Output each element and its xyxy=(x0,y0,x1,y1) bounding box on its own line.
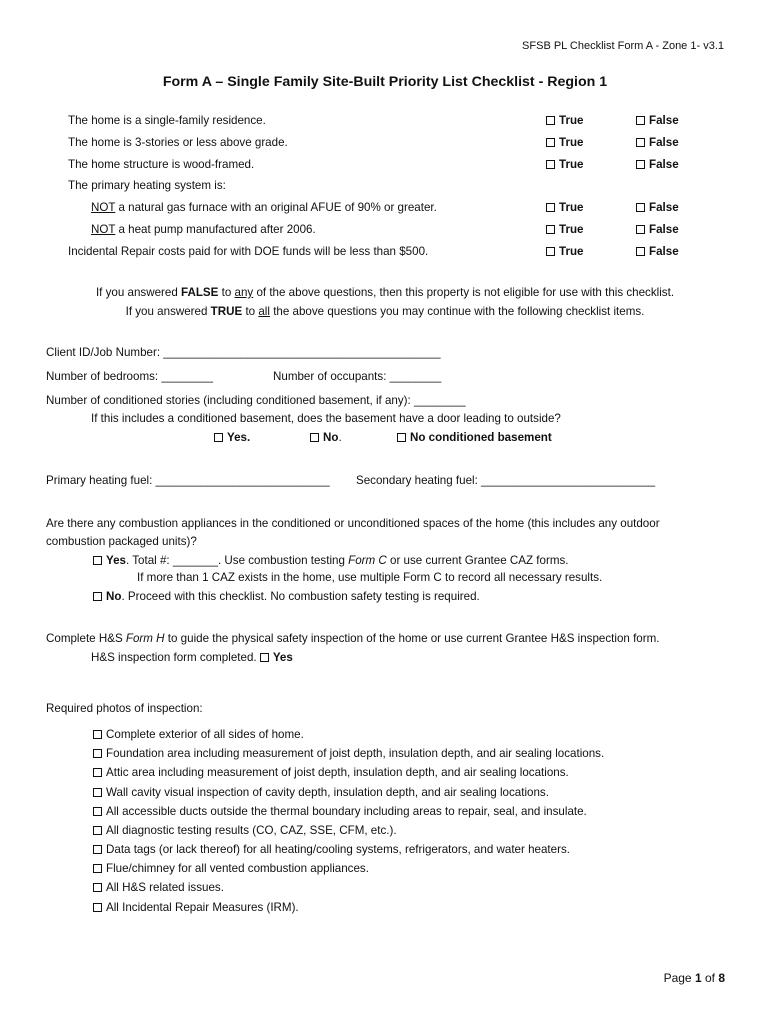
false-label: False xyxy=(649,223,679,236)
photo-item-label: All H&S related issues. xyxy=(106,881,224,894)
notice-text: If you answered xyxy=(95,286,182,299)
true-checkbox-4[interactable] xyxy=(546,201,583,214)
photo-checklist-item[interactable] xyxy=(93,862,369,875)
true-label: True xyxy=(559,201,584,214)
photo-item-label: All accessible ducts outside the thermal boundary including areas to repair, seal, and insulate. xyxy=(106,805,587,818)
checkbox-icon xyxy=(310,433,319,442)
client-job-number-field[interactable]: Client ID/Job Number: ___________________________________________ xyxy=(46,346,441,359)
page-title: Form A – Single Family Site-Built Priority List Checklist - Region 1 xyxy=(162,74,608,90)
false-checkbox-4[interactable] xyxy=(636,201,679,214)
true-label: True xyxy=(559,114,584,127)
form-id: SFSB PL Checklist Form A - Zone 1- v3.1 xyxy=(522,40,724,52)
photo-item-label: Wall cavity visual inspection of cavity depth, insulation depth, and air sealing locations. xyxy=(106,786,549,799)
combustion-no-label: No xyxy=(106,590,122,603)
primary-heating-fuel-field[interactable]: Primary heating fuel: ___________________________ xyxy=(46,474,330,487)
photo-item-label: Flue/chimney for all vented combustion appliances. xyxy=(106,862,369,875)
eligibility-item-heat-pump xyxy=(91,223,316,236)
notice-all-word: all xyxy=(258,305,270,318)
combustion-question-line2: combustion packaged units)? xyxy=(46,535,197,548)
checkbox-icon xyxy=(636,116,645,125)
bedrooms-field[interactable]: Number of bedrooms: ________ xyxy=(46,370,213,383)
basement-yes-label: Yes. xyxy=(227,431,251,444)
basement-yes-checkbox[interactable] xyxy=(214,431,250,444)
checkbox-icon xyxy=(546,160,555,169)
true-label: True xyxy=(559,136,584,149)
hs-completed-label: H&S inspection form completed. xyxy=(91,651,257,664)
checkbox-icon xyxy=(214,433,223,442)
eligibility-item-text: a natural gas furnace with an original AFUE of 90% or greater. xyxy=(115,201,437,214)
basement-no-dot: . xyxy=(338,431,342,444)
checkbox-icon xyxy=(636,225,645,234)
not-emphasis: NOT xyxy=(91,223,116,236)
hs-yes-checkbox[interactable] xyxy=(260,651,293,664)
hs-text: Complete H&S xyxy=(46,632,126,645)
eligibility-item-single-family: The home is a single-family residence. xyxy=(68,114,266,127)
checkbox-icon xyxy=(93,845,102,854)
notice-any-word: any xyxy=(234,286,254,299)
photo-checklist-item[interactable] xyxy=(93,805,587,818)
combustion-no-option[interactable] xyxy=(93,590,480,603)
notice-text: to xyxy=(218,286,235,299)
false-label: False xyxy=(649,136,679,149)
checkbox-icon xyxy=(93,788,102,797)
checkbox-icon xyxy=(546,203,555,212)
notice-true-word: TRUE xyxy=(210,305,243,318)
notice-false-word: FALSE xyxy=(181,286,219,299)
form-h-reference: Form H xyxy=(125,632,165,645)
combustion-no-text: . Proceed with this checklist. No combustion safety testing is required. xyxy=(121,590,480,603)
checkbox-icon xyxy=(93,592,102,601)
basement-question: If this includes a conditioned basement, does the basement have a door leading to outside? xyxy=(91,412,561,425)
photo-checklist-item[interactable] xyxy=(93,786,549,799)
photo-item-label: All Incidental Repair Measures (IRM). xyxy=(106,901,299,914)
basement-no-label: No xyxy=(323,431,339,444)
of-word: of xyxy=(701,971,719,985)
checkbox-icon xyxy=(636,160,645,169)
hs-text: to guide the physical safety inspection of the home or use current Grantee H&S inspection form. xyxy=(164,632,660,645)
occupants-field[interactable]: Number of occupants: ________ xyxy=(273,370,442,383)
no-basement-label: No conditioned basement xyxy=(410,431,552,444)
checkbox-icon xyxy=(93,864,102,873)
false-label: False xyxy=(649,201,679,214)
combustion-yes-text: . Total #: _______. Use combustion testing xyxy=(126,554,349,567)
photo-item-label: All diagnostic testing results (CO, CAZ, SSE, CFM, etc.). xyxy=(106,824,397,837)
basement-no-checkbox[interactable] xyxy=(310,431,342,444)
photo-checklist-item[interactable] xyxy=(93,766,569,779)
true-checkbox-3[interactable] xyxy=(546,158,583,171)
photo-item-label: Complete exterior of all sides of home. xyxy=(106,728,304,741)
notice-text: to xyxy=(242,305,259,318)
checkbox-icon xyxy=(260,653,269,662)
true-checkbox-2[interactable] xyxy=(546,136,583,149)
page-current: 1 xyxy=(694,971,702,985)
false-label: False xyxy=(649,114,679,127)
checkbox-icon xyxy=(93,749,102,758)
checkbox-icon xyxy=(93,768,102,777)
true-checkbox-6[interactable] xyxy=(546,245,583,258)
eligibility-notice-true xyxy=(0,305,770,318)
eligibility-item-wood-framed: The home structure is wood-framed. xyxy=(68,158,255,171)
photo-item-label: Attic area including measurement of joist depth, insulation depth, and air sealing locations. xyxy=(106,766,569,779)
notice-text: If you answered xyxy=(125,305,211,318)
photos-heading: Required photos of inspection: xyxy=(46,702,203,715)
secondary-heating-fuel-field[interactable]: Secondary heating fuel: ___________________________ xyxy=(356,474,656,487)
hs-completed-row xyxy=(91,651,293,664)
no-conditioned-basement-checkbox[interactable] xyxy=(397,431,552,444)
photo-checklist-item[interactable] xyxy=(93,901,299,914)
not-emphasis: NOT xyxy=(91,201,116,214)
checkbox-icon xyxy=(546,138,555,147)
photo-checklist-item[interactable] xyxy=(93,747,604,760)
photo-item-label: Foundation area including measurement of joist depth, insulation depth, and air sealing locations. xyxy=(106,747,605,760)
photo-item-label: Data tags (or lack thereof) for all heating/cooling systems, refrigerators, and water heaters. xyxy=(106,843,570,856)
checkbox-icon xyxy=(93,730,102,739)
combustion-yes-label: Yes xyxy=(106,554,126,567)
conditioned-stories-field[interactable]: Number of conditioned stories (including conditioned basement, if any): ________ xyxy=(46,394,466,407)
page-number xyxy=(664,971,725,985)
false-checkbox-5[interactable] xyxy=(636,223,679,236)
checkbox-icon xyxy=(636,138,645,147)
eligibility-item-heating-system: The primary heating system is: xyxy=(68,179,226,192)
notice-text: the above questions you may continue with the following checklist items. xyxy=(269,305,645,318)
combustion-yes-text: or use current Grantee CAZ forms. xyxy=(386,554,569,567)
eligibility-item-stories: The home is 3-stories or less above grade. xyxy=(68,136,288,149)
checkbox-icon xyxy=(546,116,555,125)
true-checkbox-1[interactable] xyxy=(546,114,583,127)
false-checkbox-1[interactable] xyxy=(636,114,679,127)
eligibility-item-gas-furnace xyxy=(91,201,437,214)
photo-checklist-item[interactable] xyxy=(93,881,224,894)
false-label: False xyxy=(649,245,679,258)
notice-text: of the above questions, then this property is not eligible for use with this checklist. xyxy=(253,286,675,299)
checkbox-icon xyxy=(546,247,555,256)
true-checkbox-5[interactable] xyxy=(546,223,583,236)
checkbox-icon xyxy=(636,203,645,212)
checkbox-icon xyxy=(93,883,102,892)
hs-yes-label: Yes xyxy=(272,651,293,664)
eligibility-notice-false xyxy=(0,286,770,299)
form-c-reference: Form C xyxy=(348,554,387,567)
checkbox-icon xyxy=(93,826,102,835)
checkbox-icon xyxy=(636,247,645,256)
true-label: True xyxy=(559,223,584,236)
false-checkbox-3[interactable] xyxy=(636,158,679,171)
checkbox-icon xyxy=(93,903,102,912)
caz-note: If more than 1 CAZ exists in the home, use multiple Form C to record all necessary results. xyxy=(137,571,603,584)
page-word: Page xyxy=(663,971,695,985)
photo-checklist-item[interactable] xyxy=(93,843,570,856)
checkbox-icon xyxy=(93,807,102,816)
eligibility-item-incidental-repair: Incidental Repair costs paid for with DOE funds will be less than $500. xyxy=(68,245,429,258)
photo-checklist-item[interactable] xyxy=(93,824,397,837)
checkbox-icon xyxy=(546,225,555,234)
true-label: True xyxy=(559,245,584,258)
false-checkbox-6[interactable] xyxy=(636,245,679,258)
page-total: 8 xyxy=(718,971,725,985)
false-label: False xyxy=(649,158,679,171)
combustion-question-line1: Are there any combustion appliances in the conditioned or unconditioned spaces of the home (this includes any outdoor xyxy=(46,517,660,530)
checkbox-icon xyxy=(93,556,102,565)
false-checkbox-2[interactable] xyxy=(636,136,679,149)
eligibility-item-text: a heat pump manufactured after 2006. xyxy=(115,223,316,236)
combustion-yes-option[interactable] xyxy=(93,554,569,567)
hs-instruction xyxy=(46,632,660,645)
true-label: True xyxy=(559,158,584,171)
checkbox-icon xyxy=(397,433,406,442)
photo-checklist-item[interactable] xyxy=(93,728,304,741)
